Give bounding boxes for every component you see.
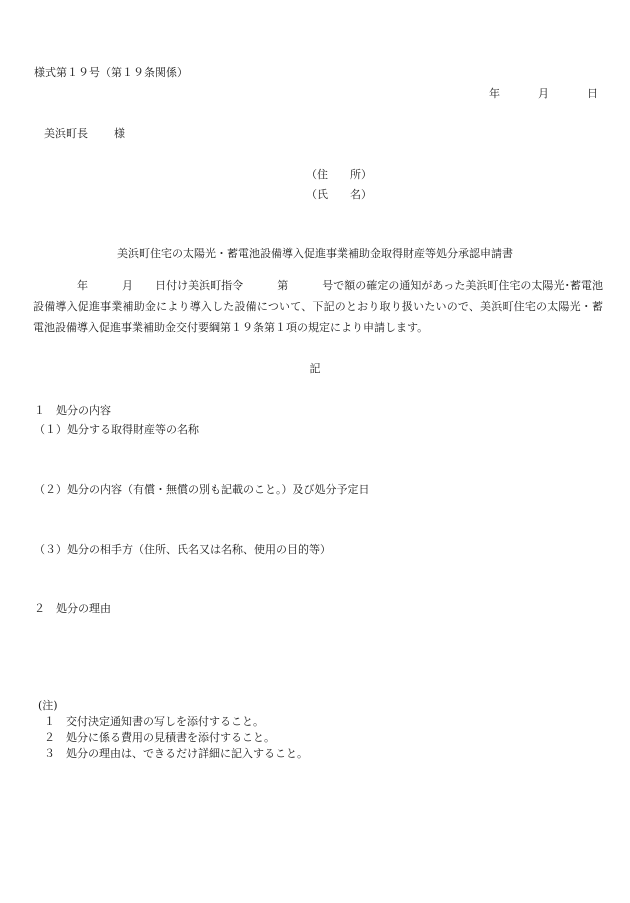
date-year: 年 <box>489 87 500 100</box>
addressee-name: 美浜町長 <box>44 127 88 140</box>
note-number: １ <box>44 715 55 728</box>
body-date-suffix: 日付け美浜町指令 <box>155 279 244 292</box>
applicant-name-label: （氏 名） <box>306 188 372 201</box>
note-number: ３ <box>44 747 55 760</box>
form-number: 様式第１９号（第１９条関係） <box>34 66 188 79</box>
section-1-heading: １ 処分の内容 <box>34 404 111 417</box>
ki-heading: 記 <box>309 362 321 375</box>
body-number-prefix: 第 <box>277 279 289 292</box>
body-year: 年 <box>77 279 89 292</box>
section-2-heading: ２ 処分の理由 <box>34 602 111 615</box>
addressee-honorific: 様 <box>114 127 125 140</box>
body-text: 号で額の確定の通知があった美浜町住宅の太陽光･蓄電池設備導入促進事業補助金により導入した設備について、下記のとおり取り扱いたいので、美浜町住宅の太陽光・蓄電池設備導入促進事業補助金交付要綱第１９条第１項の規定により申請します。 <box>33 279 604 334</box>
note-item <box>44 715 264 729</box>
date-line <box>489 87 598 101</box>
note-text: 処分の理由は、できるだけ詳細に記入すること。 <box>66 747 308 760</box>
document-title: 美浜町住宅の太陽光・蓄電池設備導入促進事業補助金取得財産等処分承認申請書 <box>117 247 513 260</box>
body-paragraph <box>33 275 603 338</box>
note-item <box>44 731 275 745</box>
date-day: 日 <box>587 87 598 100</box>
section-1-1-heading: （１）処分する取得財産等の名称 <box>34 423 199 436</box>
applicant-address-label: （住 所） <box>306 168 372 181</box>
section-1-2-heading: （２）処分の内容（有償・無償の別も記載のこと。）及び処分予定日 <box>34 483 370 496</box>
note-number: ２ <box>44 731 55 744</box>
addressee <box>44 127 125 141</box>
body-month: 月 <box>122 279 134 292</box>
note-text: 処分に係る費用の見積書を添付すること。 <box>66 731 275 744</box>
date-month: 月 <box>538 87 549 100</box>
section-1-3-heading: （３）処分の相手方（住所、氏名又は名称、使用の目的等） <box>34 543 331 556</box>
notes-heading: (注) <box>38 699 58 712</box>
note-text: 交付決定通知書の写しを添付すること。 <box>66 715 264 728</box>
note-item <box>44 747 308 761</box>
